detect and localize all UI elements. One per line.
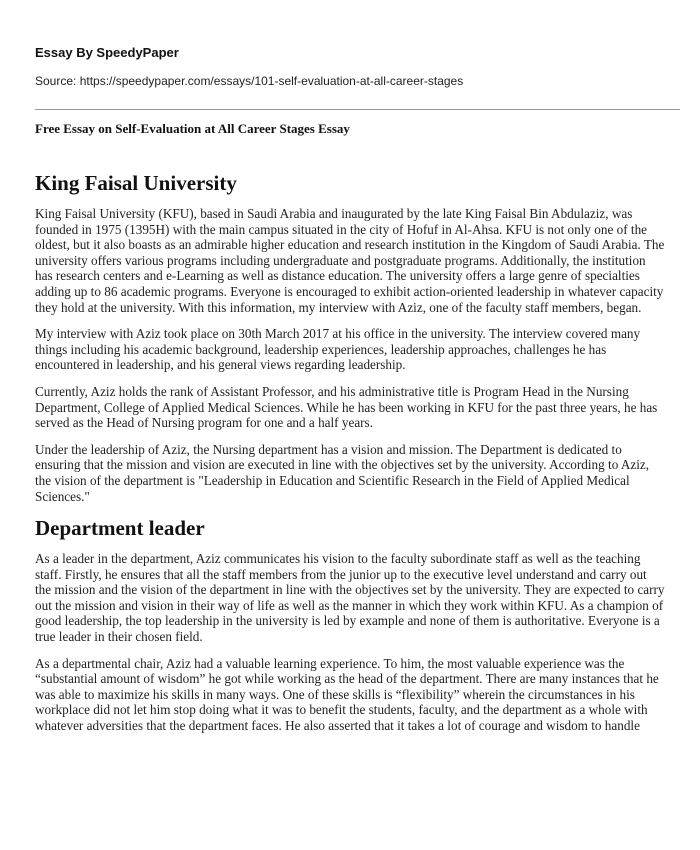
paragraph: Currently, Aziz holds the rank of Assistant Professor, and his administrative title is Program Head in the Nursing Department, College of Applied Medical Sciences. While he has been working in KFU for the past three years, he has served as the Head of Nursing program for one and a half years. <box>35 383 658 431</box>
header-divider <box>35 109 680 110</box>
essay-body <box>35 170 665 745</box>
brand-header: Essay By SpeedyPaper <box>35 45 179 60</box>
essay-title: Free Essay on Self-Evaluation at All Career Stages Essay <box>35 121 350 136</box>
paragraph: My interview with Aziz took place on 30th March 2017 at his office in the university. The interview covered many things including his academic background, leadership experiences, leadership approaches, challenges he has encountered in leadership, and his general views regarding leadership. <box>35 326 641 373</box>
paragraph: As a leader in the department, Aziz communicates his vision to the faculty subordinate staff as well as the teaching staff. Firstly, he ensures that all the staff members from the junior up to the executive level understand and carry out the mission and the vision of the department in line with the objectives set by the university. They are expected to carry out the mission and vision in their way of life as well as the manner in which they work within KFU. As a champion of good leadership, the top leadership in the university is led by example and none of them is authoritative. Everyone is a true leader in their chosen field. <box>35 551 665 645</box>
source-line: Source: https://speedypaper.com/essays/101-self-evaluation-at-all-career-stages <box>35 74 464 88</box>
paragraph: As a departmental chair, Aziz had a valuable learning experience. To him, the most valuable experience was the “substantial amount of wisdom” he got while working as the head of the department. There are many instances that he was able to maximize his skills in many ways. One of these skills is “flexibility” wherein the circumstances in his workplace did not let him stop doing what it was to benefit the students, faculty, and the department as a whole with whatever adversities that the department faces. He also asserted that it takes a lot of courage and wisdom to handle <box>35 655 659 734</box>
section-heading-university: King Faisal University <box>35 171 237 195</box>
paragraph: Under the leadership of Aziz, the Nursing department has a vision and mission. The Department is dedicated to ensuring that the mission and vision are executed in line with the objectives set by the university. According to Aziz, the vision of the department is "Leadership in Education and Scientific Research in the Field of Applied Medical Sciences." <box>35 441 650 504</box>
section-heading-department-leader: Department leader <box>35 516 205 541</box>
paragraph: King Faisal University (KFU), based in Saudi Arabia and inaugurated by the late King Faisal Bin Abdulaziz, was founded in 1975 (1395H) with the main campus situated in the city of Hofuf in Al-Ahsa. KFU is not only one of the oldest, but it also boasts as an admirable higher education and research institution in the Kingdom of Saudi Arabia. The university offers various programs including undergraduate and postgraduate programs. Additionally, the institution has research centers and e-Learning as well as distance education. The university offers a large genre of specialties adding up to 86 academic programs. Everyone is encouraged to exhibit action-oriented leadership in whatever capacity they hold at the university. With this information, my interview with Aziz, one of the faculty staff members, began. <box>35 206 665 315</box>
